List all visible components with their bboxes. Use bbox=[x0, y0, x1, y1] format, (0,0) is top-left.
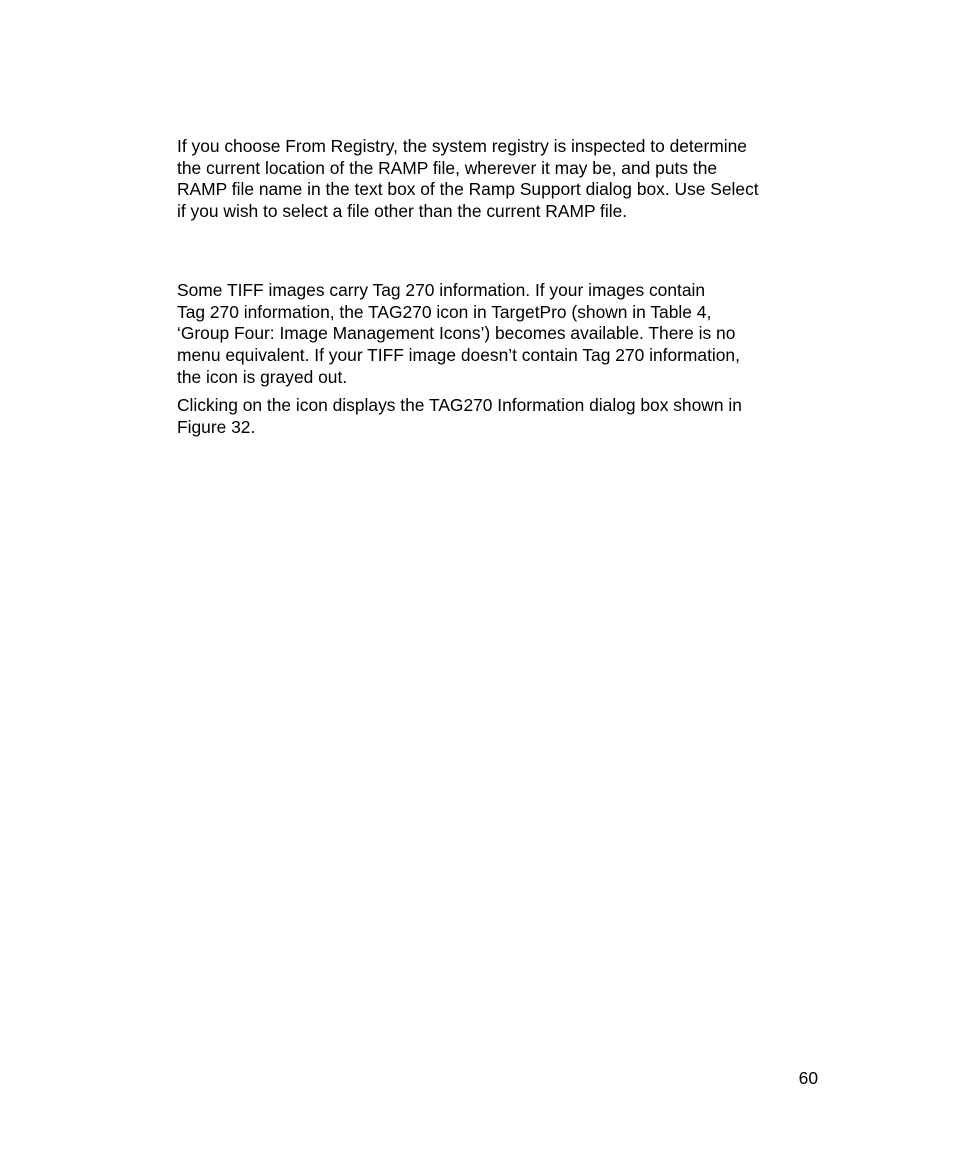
text-line: ‘Group Four: Image Management Icons’) becomes available. There is no bbox=[177, 323, 736, 344]
paragraph-tag270-dialog bbox=[177, 395, 742, 438]
text-line: the current location of the RAMP file, wherever it may be, and puts the bbox=[177, 157, 718, 178]
page-number: 60 bbox=[798, 1068, 818, 1088]
text-line: menu equivalent. If your TIFF image doesn’t contain Tag 270 information, bbox=[177, 345, 740, 366]
text-line: Figure 32. bbox=[177, 416, 256, 437]
text-line: If you choose From Registry, the system registry is inspected to determine bbox=[177, 136, 747, 156]
paragraph-ramp-registry bbox=[177, 136, 759, 223]
text-line: the icon is grayed out. bbox=[177, 366, 348, 387]
text-line: Clicking on the icon displays the TAG270 Information dialog box shown in bbox=[177, 395, 742, 415]
text-line: if you wish to select a file other than the current RAMP file. bbox=[177, 201, 628, 222]
paragraph-tag270-info bbox=[177, 280, 740, 389]
text-line: Tag 270 information, the TAG270 icon in TargetPro (shown in Table 4, bbox=[177, 301, 712, 322]
text-line: Some TIFF images carry Tag 270 information. If your images contain bbox=[177, 280, 706, 300]
text-line: RAMP file name in the text box of the Ramp Support dialog box. Use Select bbox=[177, 179, 759, 200]
